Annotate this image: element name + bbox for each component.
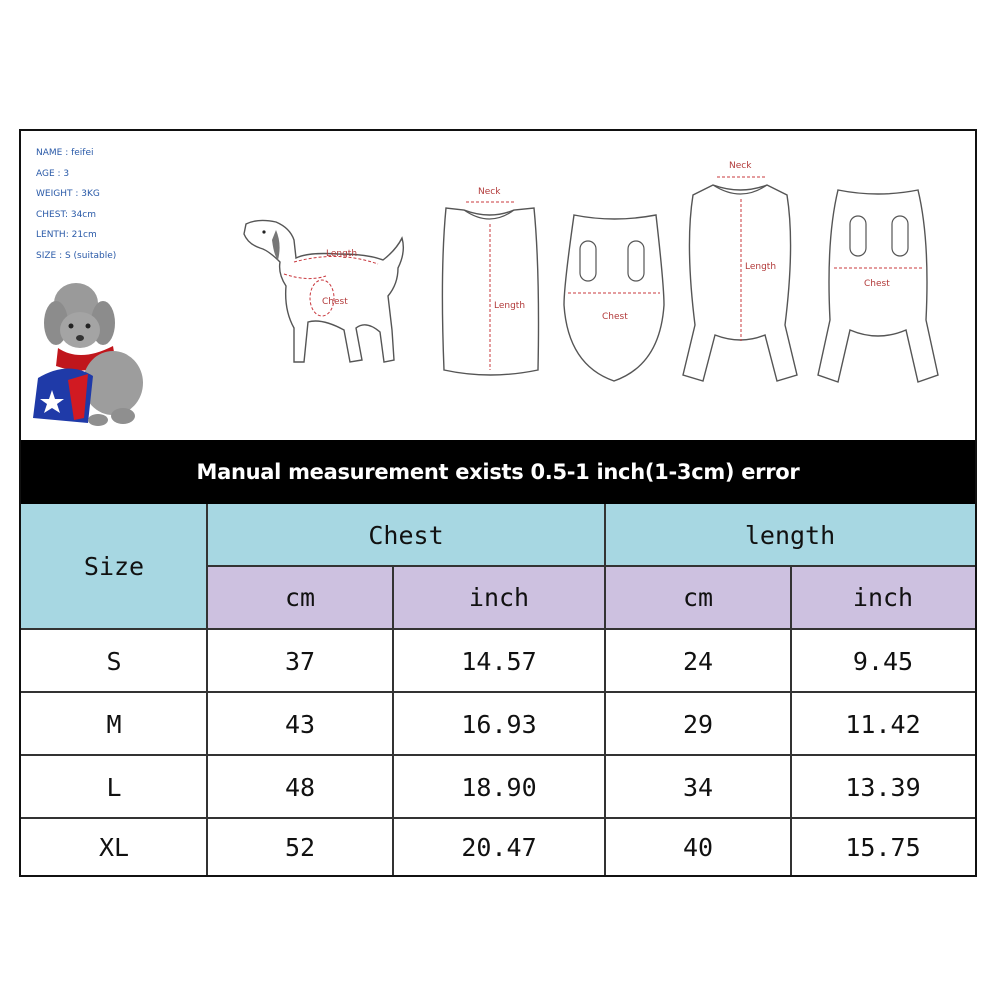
dog-measure-diagram <box>238 210 413 375</box>
table-cell-chest-inch: 16.93 <box>461 709 537 739</box>
chest-inch-header: inch <box>393 566 605 628</box>
vest-front-diagram <box>436 180 546 385</box>
table-cell-length-cm: 24 <box>682 646 714 676</box>
table-cell-size: L <box>106 772 122 802</box>
grid-line <box>21 691 975 693</box>
table-cell-chest-inch: 20.47 <box>461 832 537 862</box>
length-header: length <box>605 504 975 566</box>
grid-line <box>207 565 975 567</box>
table-cell-length-inch: 11.42 <box>845 709 921 739</box>
suit-chest-label: Chest <box>864 279 890 289</box>
table-cell-chest-cm: 43 <box>284 709 316 739</box>
table-cell-length-inch: 15.75 <box>845 832 921 862</box>
size-header: Size <box>21 504 207 628</box>
pet-weight: WEIGHT : 3KG <box>36 189 100 199</box>
table-cell-chest-inch: 18.90 <box>461 772 537 802</box>
chest-header: Chest <box>207 504 605 566</box>
dog-chest-label: Chest <box>322 297 348 307</box>
length-inch-header: inch <box>791 566 975 628</box>
pet-size: SIZE : S (suitable) <box>36 250 117 261</box>
chest-cm-header: cm <box>207 566 393 628</box>
pet-chest: CHEST: 34cm <box>36 209 97 220</box>
grid-line <box>604 504 606 875</box>
table-cell-size: XL <box>98 832 130 862</box>
vest-back-diagram <box>560 205 670 385</box>
vest-neck-label: Neck <box>478 187 501 197</box>
table-cell-size: M <box>106 709 122 739</box>
suit-length-label: Length <box>745 262 777 272</box>
table-cell-chest-cm: 37 <box>284 646 316 676</box>
table-cell-length-inch: 9.45 <box>852 646 914 676</box>
table-cell-chest-inch: 14.57 <box>461 646 537 676</box>
measurement-error-banner: Manual measurement exists 0.5-1 inch(1-3cm) error <box>21 440 975 504</box>
grid-line <box>21 628 975 630</box>
pet-name: NAME : feifei <box>36 148 94 158</box>
vest-chest-label: Chest <box>602 312 628 322</box>
table-cell-chest-cm: 48 <box>284 772 316 802</box>
vest-length-label: Length <box>494 301 526 311</box>
suit-neck-label: Neck <box>729 161 752 171</box>
table-cell-chest-cm: 52 <box>284 832 316 862</box>
pet-length: LENTH: 21cm <box>36 230 97 240</box>
length-cm-header: cm <box>605 566 791 628</box>
table-cell-length-cm: 29 <box>682 709 714 739</box>
table-cell-length-cm: 34 <box>682 772 714 802</box>
table-cell-length-cm: 40 <box>682 832 714 862</box>
suit-front-diagram <box>675 155 805 390</box>
grid-line <box>21 817 975 819</box>
poodle-photo <box>28 268 158 428</box>
grid-line <box>21 754 975 756</box>
suit-back-diagram <box>808 180 948 390</box>
pet-info <box>36 143 116 266</box>
pet-age: AGE : 3 <box>36 168 70 179</box>
grid-line <box>392 566 394 875</box>
table-cell-length-inch: 13.39 <box>845 772 921 802</box>
grid-line <box>790 566 792 875</box>
dog-length-label: Length <box>326 249 358 259</box>
grid-line <box>206 504 208 875</box>
table-cell-size: S <box>106 646 122 676</box>
